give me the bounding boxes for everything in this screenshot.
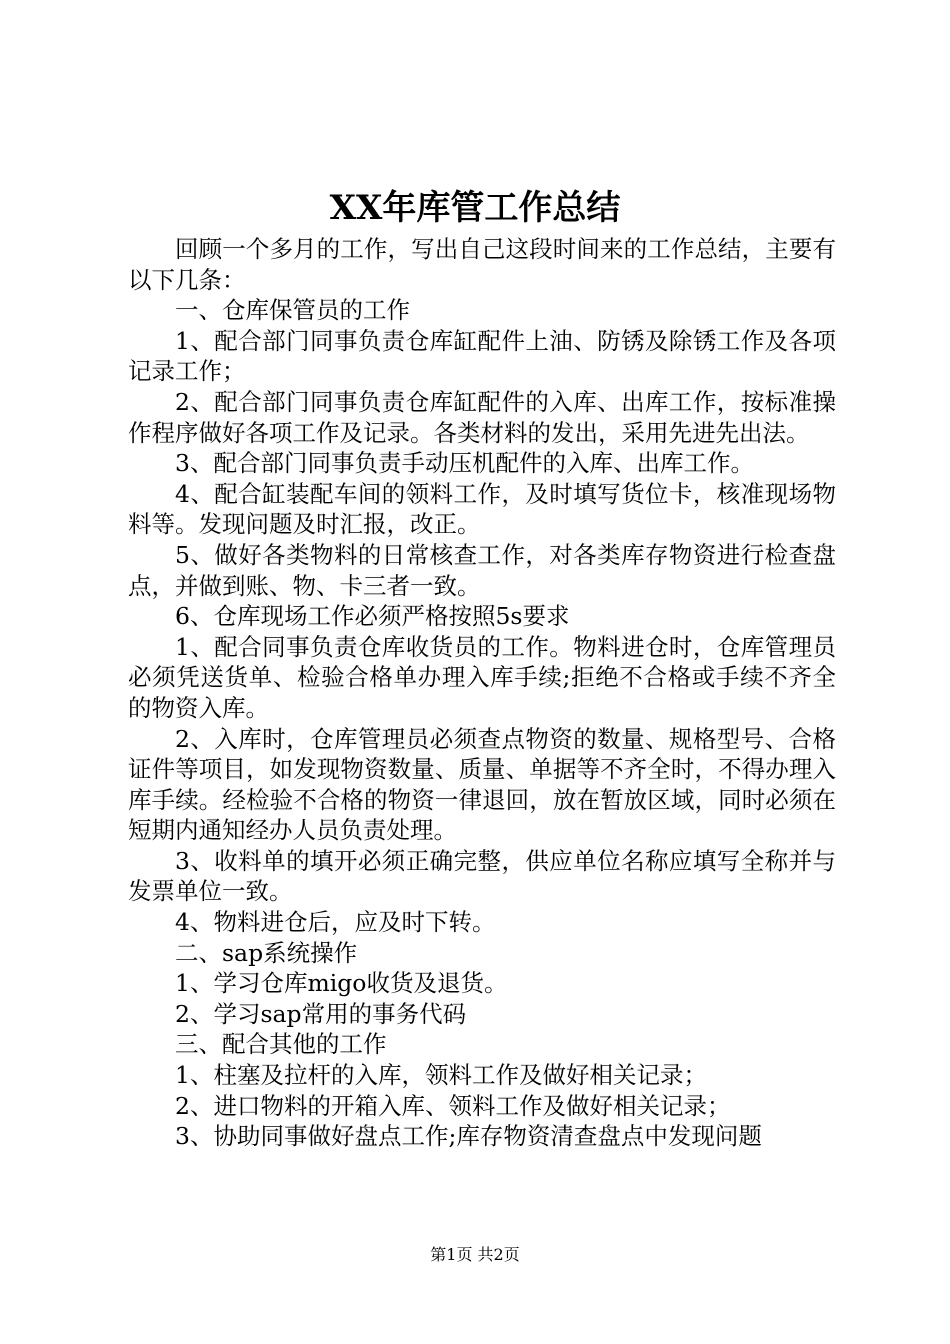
paragraph: 4、物料进仓后，应及时下转。 — [175, 908, 496, 937]
document-title: XX年库管工作总结 — [329, 188, 621, 228]
paragraph: 1、柱塞及拉杆的入库，领料工作及做好相关记录； — [175, 1061, 707, 1090]
paragraph: 3、配合部门同事负责手动压机配件的入库、出库工作。 — [175, 449, 754, 478]
paragraph: 1、配合部门同事负责仓库缸配件上油、防锈及除锈工作及各项记录工作； — [128, 326, 836, 386]
page-footer: 第1页 共2页 — [430, 1245, 520, 1264]
paragraph: 6、仓库现场工作必须严格按照5s要求 — [175, 602, 570, 631]
paragraph: 2、进口物料的开箱入库、领料工作及做好相关记录； — [175, 1091, 731, 1120]
paragraph: 1、配合同事负责仓库收货员的工作。物料进仓时，仓库管理员必须凭送货单、检验合格单办理入库手续;拒绝不合格或手续不齐全的物资入库。 — [128, 632, 836, 722]
paragraph: 4、配合缸装配车间的领料工作，及时填写货位卡，核准现场物料等。发现问题及时汇报，改正。 — [128, 479, 836, 539]
paragraph: 2、学习sap常用的事务代码 — [175, 999, 467, 1028]
section-heading: 二、sap系统操作 — [175, 938, 358, 967]
paragraph: 1、学习仓库migo收货及退货。 — [175, 969, 508, 998]
paragraph: 3、协助同事做好盘点工作;库存物资清查盘点中发现问题 — [175, 1122, 762, 1151]
section-heading: 一、仓库保管员的工作 — [175, 296, 410, 325]
paragraph: 回顾一个多月的工作，写出自己这段时间来的工作总结，主要有以下几条： — [128, 235, 836, 294]
paragraph: 2、入库时，仓库管理员必须查点物资的数量、规格型号、合格证件等项目，如发现物资数量、质量、单据等不齐全时，不得办理入库手续。经检验不合格的物资一律退回，放在暂放区域，同时必须在短期内通知经办人员负责处理。 — [128, 724, 836, 845]
paragraph: 5、做好各类物料的日常核查工作，对各类库存物资进行检查盘点，并做到账、物、卡三者一致。 — [128, 540, 836, 600]
section-heading: 三、配合其他的工作 — [175, 1030, 387, 1059]
paragraph: 3、收料单的填开必须正确完整，供应单位名称应填写全称并与发票单位一致。 — [128, 846, 836, 906]
paragraph: 2、配合部门同事负责仓库缸配件的入库、出库工作，按标准操作程序做好各项工作及记录。各类材料的发出，采用先进先出法。 — [128, 387, 836, 447]
document-body — [128, 234, 836, 1152]
